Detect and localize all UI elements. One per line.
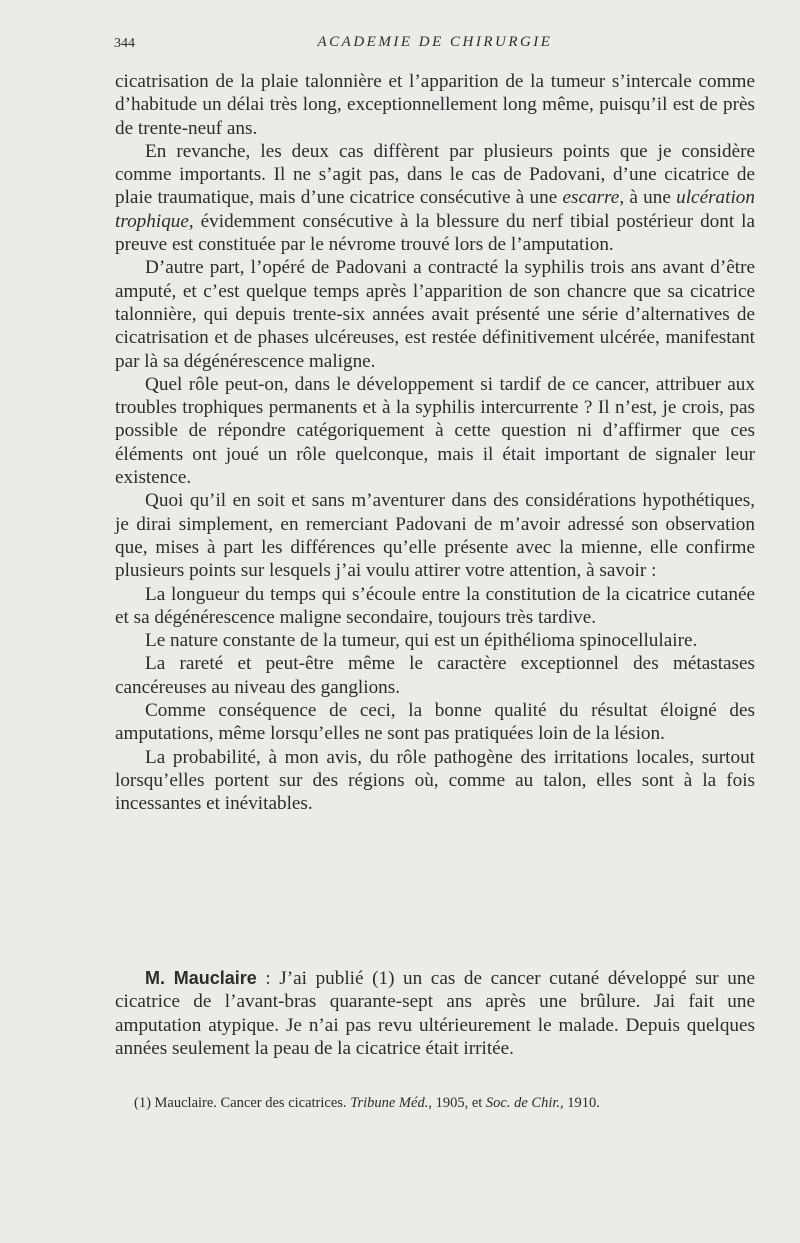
paragraph-2-part-a: En revanche, les deux cas diffèrent par plusieurs points que je considère comme importants. Il ne s’agit pas, dans le cas de Padovani, d’une cicatrice de plaie traumatique, mais d’une cicatrice consécutive à une — [115, 140, 755, 209]
speech-paragraph — [115, 967, 755, 1060]
footnote-part-c: , 1910. — [560, 1095, 600, 1111]
footnote-part-b: , 1905, et — [428, 1095, 486, 1111]
speaker-name: M. Mauclaire — [145, 968, 257, 988]
speech-block — [115, 967, 755, 1060]
paragraph-5: Quoi qu’il en soit et sans m’aventurer dans des considérations hypothétiques, je dirai simplement, en remerciant Padovani de m’avoir adressé son observation que, mises à part les différences qu’elle présente avec la mienne, elle confirme plusieurs points sur lesquels j’ai voulu attirer votre attention, à savoir : — [115, 490, 755, 582]
running-title: ACADEMIE DE CHIRURGIE — [317, 34, 553, 50]
paragraph-9: Comme conséquence de ceci, la bonne qualité du résultat éloigné des amputations, même lorsqu’elles ne sont pas pratiquées loin de la lésion. — [115, 700, 755, 745]
body-text — [115, 70, 755, 816]
page-header — [114, 34, 756, 56]
paragraph-6: La longueur du temps qui s’écoule entre la constitution de la cicatrice cutanée et sa dégénérescence maligne secondaire, toujours très tardive. — [115, 583, 755, 628]
paragraph-1: cicatrisation de la plaie talonnière et l’apparition de la tumeur s’intercale comme d’habitude un délai très long, exceptionnellement long même, puisqu’il est de près de trente-neuf ans. — [115, 71, 755, 139]
paragraph-4: Quel rôle peut-on, dans le développement si tardif de ce cancer, attribuer aux troubles trophiques permanents et à la syphilis intercurrente ? Il n’est, je crois, pas possible de répondre catégoriquement à cette question ni d’affirmer que ces éléments ont joué un rôle quelconque, mais il était important de signaler leur existence. — [115, 373, 755, 489]
paragraph-10: La probabilité, à mon avis, du rôle pathogène des irritations locales, surtout lorsqu’elles portent sur des régions où, comme au talon, elles sont à la fois incessantes et inévitables. — [115, 746, 755, 815]
paragraph-8: La rareté et peut-être même le caractère exceptionnel des métastases cancéreuses au niveau des ganglions. — [115, 653, 755, 698]
footnote — [134, 1094, 756, 1112]
paragraph-2-part-b: , à une — [619, 187, 677, 209]
paragraph-3: D’autre part, l’opéré de Padovani a contracté la syphilis trois ans avant d’être amputé, et c’est quelque temps après l’apparition de son chancre que sa cicatrice talonnière, qui depuis trente-six années avait présenté une série d’alternatives de cicatrisation et de phases ulcéreuses, est restée définitivement ulcérée, manifestant par là sa dégénérescence maligne. — [115, 257, 755, 372]
footnote-journal-1: Tribune Méd. — [350, 1095, 429, 1111]
paragraph-2-part-c: , évidemment consécutive à la blessure du nerf tibial postérieur dont la preuve est constituée par le névrome trouvé lors de l’amputation. — [115, 210, 755, 256]
footnote-journal-2: Soc. de Chir. — [485, 1095, 561, 1111]
term-escarre: escarre — [562, 187, 620, 209]
speech-text: : J’ai publié (1) un cas de cancer cutané développé sur une cicatrice de l’avant-bras quarante-sept ans après une brûlure. Jai fait une amputation atypique. Je n’ai pas revu ultérieurement le malade. Depuis quelques années seulement la peau de la cicatrice était irritée. — [115, 968, 755, 1059]
paragraph-2 — [115, 140, 755, 256]
paragraph-7: Le nature constante de la tumeur, qui est un épithélioma spinocellulaire. — [145, 630, 698, 652]
term-ulceration-trophique: ulcération trophique — [115, 187, 755, 232]
footnote-part-a: (1) Mauclaire. Cancer des cicatrices. — [134, 1095, 351, 1111]
page-number: 344 — [114, 36, 135, 51]
